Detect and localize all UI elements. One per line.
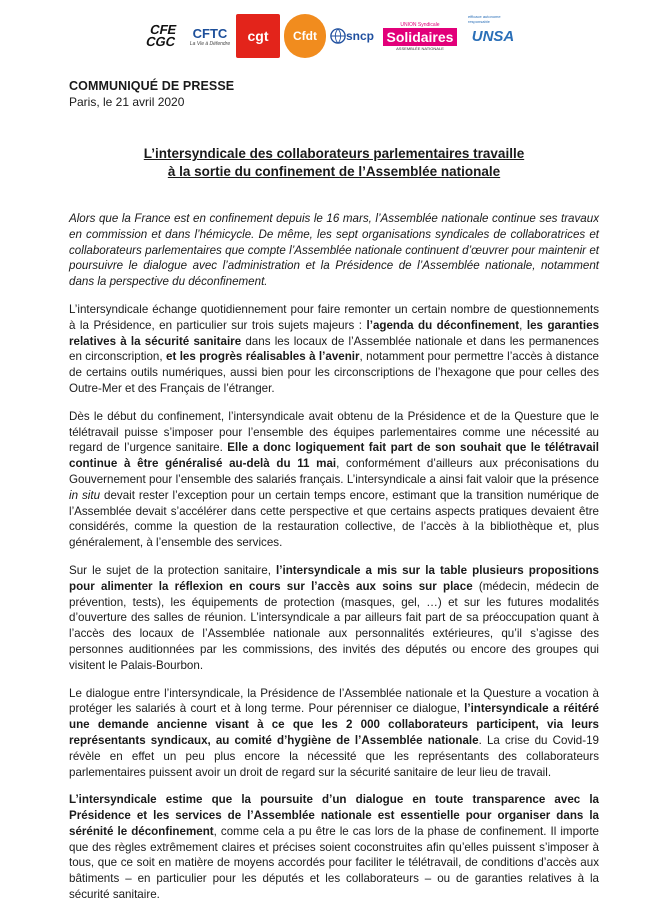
text-run: L’intersyndicale échange quotidiennement pour faire remonter un certain nombre de questionnements à la Présidence, en particulier sur trois sujets majeurs : xyxy=(69,302,599,332)
paragraph-intro: Alors que la France est en confinement depuis le 16 mars, l’Assemblée nationale continue ses travaux en commission et dans l’hémicycle. De même, les sept organisations syndicales de collaboratrices et collaborateurs parlementaires que compte l’Assemblée nationale continuent d’œuvrer pour maintenir et poursuivre le dialogue avec l’administration et la Présidence de l’Assemblée nationale, notamment dans la perspective du déconfinement. xyxy=(69,212,599,289)
bold-run: l’intersyndicale a réitéré une demande ancienne visant à ce que les 2 000 collaborateurs participent, via leurs représentants syndicaux, au comité d’hygiène de l’Assemblée nationale xyxy=(69,702,599,747)
text-run: (médecin, médecin de prévention, tests), les équipements de protection (masques, gel, …) et sur les futures modalités d’ouverture des salles de réunion. L’intersyndicale a par ailleurs fait part de sa préoccupation quant à l’accès des locaux de l’Assemblée nationale aux personnalités extérieures, qu’il s’agisse des personnes auditionnées par les commissions, des invités des députés ou encore des groupes qui visitent le Palais-Bourbon. xyxy=(69,579,599,672)
cfe-cgc-logo: CFE CGC xyxy=(144,22,178,49)
title-line-1: L’intersyndicale des collaborateurs parlementaires travaille xyxy=(143,146,525,161)
union-logos-row xyxy=(140,14,520,58)
document-title xyxy=(69,145,599,181)
cgt-logo: cgt xyxy=(236,14,280,58)
bold-run: Elle a donc logiquement fait part de son souhait que le télétravail continue à être généralisé au-delà du 11 mai xyxy=(69,441,599,471)
paragraph-2 xyxy=(69,302,599,397)
release-date: Paris, le 21 avril 2020 xyxy=(69,95,185,109)
unsa-logo: efficace autonome responsable UNSA xyxy=(468,14,515,45)
bold-run: l’intersyndicale a mis sur la table plusieurs propositions pour alimenter la réflexion en cours sur l’accès aux soins sur place xyxy=(69,563,600,593)
cftc-logo: CFTC La Vie à Défendre xyxy=(189,25,231,47)
text-run: , notamment pour permettre l’accès à distance de certains outils numériques, aussi bien pour les circonscriptions de l’hexagone que pour celles des Outre-Mer et des Français de l’étranger. xyxy=(69,350,599,395)
bold-run: et les progrès réalisables à l’avenir xyxy=(166,350,360,364)
text-run: , xyxy=(519,318,527,332)
press-header xyxy=(69,79,234,109)
paragraph-6 xyxy=(69,792,599,903)
text-run: , comme cela a pu être le cas lors de la phase de confinement. Il importe que des règles extrêmement claires et précises soient coconstruites afin qu’elles puissent s’imposer à tous, que ce soit en matière de moyens accordés pour faciliter le télétravail, de conditions d’accès aux bâtiments – en particulier pour les députés et les collaborateurs – ou de garanties relatives à la sécurité sanitaire. xyxy=(69,824,600,902)
bold-run: les garanties relatives à la sécurité sanitaire xyxy=(69,318,600,348)
sncp-logo: sncp xyxy=(330,14,374,58)
text-run: Dès le début du confinement, l’intersyndicale avait obtenu de la Présidence et de la Questure que le télétravail puisse s’imposer pour l’ensemble des équipes parlementaires comme une nécessité au regard de l’urgence sanitaire. xyxy=(69,409,599,455)
title-line-2: à la sortie du confinement de l’Assemblée nationale xyxy=(167,164,501,179)
document-body xyxy=(69,211,599,915)
text-run: , conformément d’ailleurs aux préconisations du Gouvernement pour l’ensemble des salariés français. L’intersyndicale a ainsi fait valoir que la présence xyxy=(69,457,599,486)
text-run: Sur le sujet de la protection sanitaire, xyxy=(69,563,277,577)
italic-run: in situ xyxy=(69,488,101,502)
cfdt-logo: Cfdt xyxy=(284,14,326,58)
text-run: devait rester l’exception pour un certain temps encore, estimant que la transition numérique de l’Assemblée devait s’accélérer dans cette perspective et que certains aspects pratiques devaient être considérés, comme la question de la restauration collective, de l’accès à la bibliothèque et, plus généralement, à l’ensemble des services. xyxy=(69,488,599,550)
bold-run: l’agenda du déconfinement xyxy=(366,318,520,332)
paragraph-3 xyxy=(69,409,599,551)
solidaires-logo: UNION Syndicale Solidaires ASSEMBLÉE NATIONALE xyxy=(378,14,462,58)
press-release-label: COMMUNIQUÉ DE PRESSE xyxy=(69,79,235,93)
sncp-globe-icon xyxy=(330,27,346,45)
text-run: dans les locaux de l’Assemblée nationale et dans les permanences en circonscription, xyxy=(69,334,599,364)
bold-run: L’intersyndicale estime que la poursuite d’un dialogue en toute transparence avec la Présidence et les services de l’Assemblée nationale est essentielle pour organiser dans la sérénité le déconfinement xyxy=(69,793,599,838)
text-run: . La crise du Covid-19 révèle en effet un peu plus encore la nécessité que les représentants des collaborateurs parlementaires puissent avoir un droit de regard sur la sécurité sanitaire de leur lieu de travail. xyxy=(69,733,599,779)
paragraph-5 xyxy=(69,686,599,781)
paragraph-4 xyxy=(69,563,599,674)
text-run: Le dialogue entre l’intersyndicale, la Présidence de l’Assemblée nationale et la Questure a vocation à protéger les salariés à court et à long terme. Pour pérenniser ce dialogue, xyxy=(69,686,599,716)
